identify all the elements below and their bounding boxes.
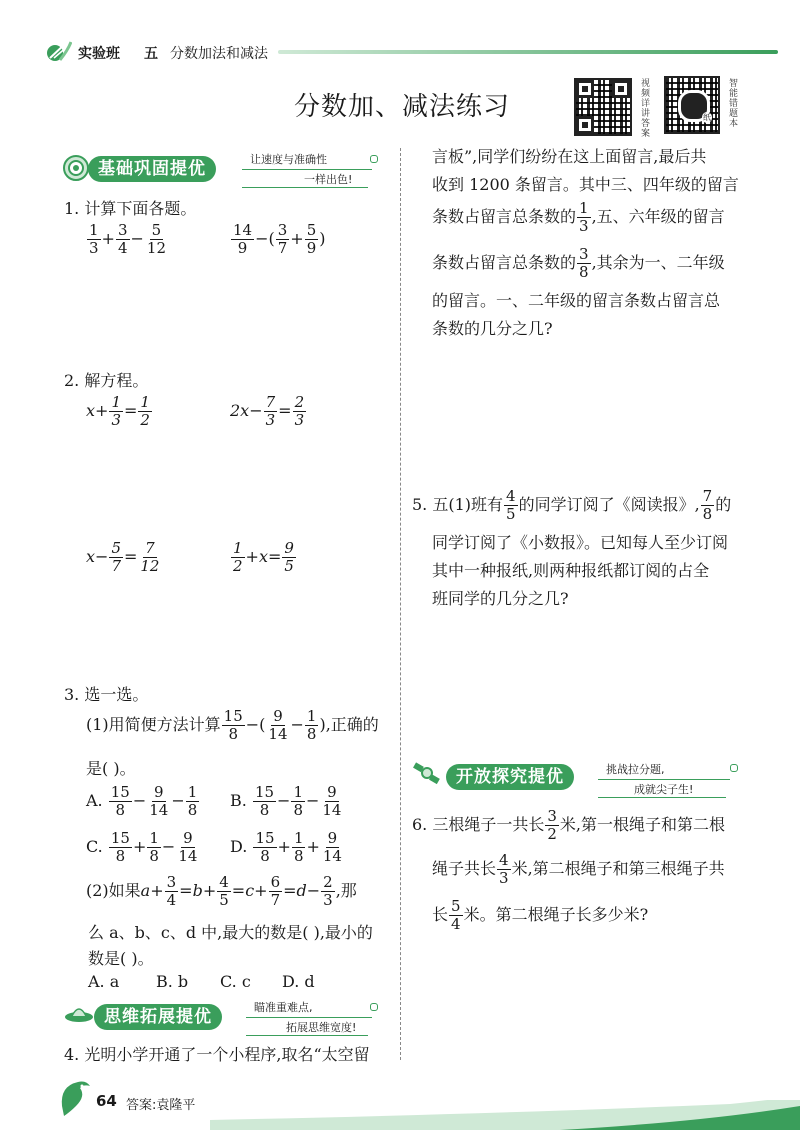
page-number: 64 [96,1092,117,1110]
qr-caption-video: 视频详讲答案 [639,78,649,138]
q6-line3: 长 $\frac{5}{4}$ 米。第二根绳子长多少米? [432,897,649,933]
q3-part2-line3: 数是( )。 [88,949,154,968]
header-logo-icon [46,40,72,62]
qr-caption-mistakes: 智能错题本 [727,78,737,128]
q3-part2: (2)如果a+ $\frac{3}{4}$ =b+ $\frac{4}{5}$ =c+ $\frac{6}{7}$ =d− $\frac{2}{3}$ ,那 [86,873,357,909]
q5-line3: 其中一种报纸,则两种报纸都订阅的占全 [432,561,710,580]
section-basic-slogan1: 让速度与准确性 [250,153,327,166]
column-divider [400,148,401,1060]
qr-code-mistakes[interactable] [664,76,720,134]
answer-label: 答案:袁隆平 [126,1098,196,1113]
q3-part1-blank[interactable]: 是( )。 [86,759,136,778]
header-bar [40,40,780,66]
section-thinking-label: 思维拓展提优 [94,1004,222,1030]
q3-option-a[interactable]: A. $\frac{15}{8}$ − $\frac{9}{14}$ − $\frac{1}{8}$ [86,783,198,819]
q2-eq4: $\frac{1}{2}$ +x= $\frac{9}{5}$ [233,539,294,575]
q1-stem: 1. 计算下面各题。 [64,199,197,218]
section-thinking-slogan1: 瞄准重难点, [254,1001,313,1014]
q3-part2-opt-a[interactable]: A. a [88,972,120,991]
q6-line2: 绳子共长 $\frac{4}{3}$ 米,第二根绳子和第三根绳子共 [432,851,725,887]
section-icon-satellite [412,760,442,788]
q6-line1: 6. 三根绳子一共长 $\frac{3}{2}$ 米,第一根绳子和第二根 [412,807,725,843]
q3-option-c[interactable]: C. $\frac{15}{8}$ + $\frac{1}{8}$ − $\frac{9}{14}$ [86,829,198,865]
mistakes-logo-text: 纸 [703,113,711,122]
section-open-slogan2: 成就尖子生! [634,783,694,796]
q2-eq3: x− $\frac{5}{7}$ = $\frac{7}{12}$ [86,539,160,575]
q3-option-d[interactable]: D. $\frac{15}{8}$ + $\frac{1}{8}$ + $\frac{9}{14}$ [230,829,342,865]
q4-line2: 言板”,同学们纷纷在这上面留言,最后共 [432,147,707,166]
q4-line7: 条数的几分之几? [432,319,553,338]
section-open-slogan1: 挑战拉分题, [606,763,665,776]
q3-part1: (1)用简便方法计算 $\frac{15}{8}$ −( $\frac{9}{14}$ − $\frac{1}{8}$ ),正确的 [86,707,379,743]
q2-stem: 2. 解方程。 [64,371,149,390]
section-thinking-slogan2: 拓展思维宽度! [286,1021,357,1034]
q4-line6: 的留言。一、二年级的留言条数占留言总 [432,291,721,310]
q4-line1: 4. 光明小学开通了一个小程序,取名“太空留 [64,1045,370,1064]
section-basic-slogan2: 一样出色! [304,173,353,186]
q2-eq1: x+ $\frac{1}{3}$ = $\frac{1}{2}$ [86,393,150,429]
q4-line3: 收到 1200 条留言。其中三、四年级的留言 [432,175,739,194]
q3-part2-opt-b[interactable]: B. b [156,972,189,991]
q5-line4: 班同学的几分之几? [432,589,569,608]
section-basic-label: 基础巩固提优 [88,156,216,182]
q1-expr2: $\frac{14}{9}$ −( $\frac{3}{7}$ + $\frac{5}{9}$ ) [233,221,326,257]
header-unit: 五 [144,46,158,62]
q3-part2-opt-c[interactable]: C. c [220,972,251,991]
q5-line2: 同学订阅了《小数报》。已知每人至少订阅 [432,533,729,552]
q4-line5: 条数占留言总条数的 $\frac{3}{8}$ ,其余为一、二年级 [432,245,725,281]
qr-code-video[interactable] [574,78,632,136]
q5-line1: 5. 五(1)班有 $\frac{4}{5}$ 的同学订阅了《阅读报》, $\frac{7}{8}$ 的 [412,487,732,523]
header-divider [278,50,778,54]
q3-part2-line2: 么 a、b、c、d 中,最大的数是( ),最小的 [88,923,373,942]
header-series: 实验班 [78,46,120,62]
header-unit-title: 分数加法和减法 [170,46,268,62]
q3-part2-opt-d[interactable]: D. d [282,972,315,991]
footer-wave [0,1100,800,1130]
section-icon-ufo [64,1002,94,1026]
page-title: 分数加、减法练习 [294,92,511,122]
q2-eq2: 2x− $\frac{7}{3}$ = $\frac{2}{3}$ [230,393,305,429]
section-open-label: 开放探究提优 [446,764,574,790]
q3-option-b[interactable]: B. $\frac{15}{8}$ − $\frac{1}{8}$ − $\frac{9}{14}$ [230,783,342,819]
q3-stem: 3. 选一选。 [64,685,149,704]
q1-expr1: $\frac{1}{3}$ + $\frac{3}{4}$ − $\frac{5}{12}$ [89,221,166,257]
section-icon-target [62,154,90,182]
q4-line4: 条数占留言总条数的 $\frac{1}{3}$ ,五、六年级的留言 [432,199,725,235]
